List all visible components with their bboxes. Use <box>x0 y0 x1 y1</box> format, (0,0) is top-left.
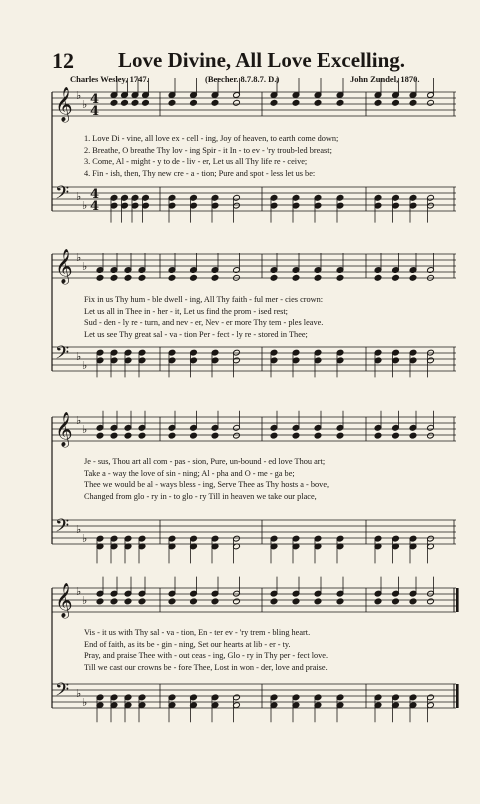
note-head <box>138 274 146 281</box>
note-head <box>190 99 198 106</box>
lyrics-block-3 <box>84 456 456 502</box>
flat-icon: ♭ <box>76 251 82 264</box>
note-head <box>314 274 322 281</box>
note-head <box>336 99 344 106</box>
flat-icon: ♭ <box>76 687 82 700</box>
note-head <box>270 99 278 106</box>
note-head <box>292 274 300 281</box>
treble-clef-icon: 𝄞 <box>55 87 73 122</box>
hymn-number: 12 <box>52 48 74 73</box>
note-head <box>392 432 400 439</box>
flat-icon: ♭ <box>76 190 82 203</box>
lyric-line: Take a - way the love of sin - ning; Al - pha and O - me - ga be; <box>84 468 295 478</box>
treble-staff <box>52 249 456 285</box>
flat-icon: ♭ <box>76 523 82 536</box>
note-head <box>374 99 382 106</box>
note-head <box>392 99 400 106</box>
lyric-line: Thee we would be al - ways bless - ing, Serve Thee as Thy hosts a - bove, <box>84 480 330 490</box>
note-head <box>314 598 322 605</box>
note-head <box>292 99 300 106</box>
note-head <box>211 99 219 106</box>
note-head <box>168 598 176 605</box>
note-head <box>314 99 322 106</box>
flat-icon: ♭ <box>82 532 88 545</box>
note-head <box>270 432 278 439</box>
flat-icon: ♭ <box>82 696 88 709</box>
flat-icon: ♭ <box>76 585 82 598</box>
note-head <box>211 274 219 281</box>
treble-staff <box>52 78 456 123</box>
note-head <box>392 274 400 281</box>
note-head <box>168 432 176 439</box>
note-head <box>427 432 435 439</box>
note-head <box>124 598 132 605</box>
bass-staff <box>52 343 456 377</box>
note-head <box>168 274 176 281</box>
note-head <box>409 598 417 605</box>
time-signature: 4 <box>90 187 100 202</box>
note-head <box>96 598 104 605</box>
treble-clef-icon: 𝄞 <box>55 412 73 447</box>
bass-clef-icon: 𝄢 <box>55 343 70 368</box>
final-barline <box>456 684 459 708</box>
note-head <box>374 598 382 605</box>
flat-icon: ♭ <box>76 350 82 363</box>
tune-credit: (Beecher. 8.7.8.7. D.) <box>205 74 280 84</box>
flat-icon: ♭ <box>82 594 88 607</box>
note-head <box>233 598 241 605</box>
note-head <box>190 598 198 605</box>
flat-icon: ♭ <box>76 89 82 102</box>
lyrics-block-2 <box>84 294 456 340</box>
note-head <box>270 598 278 605</box>
lyrics-block-1 <box>84 133 456 179</box>
treble-clef-icon: 𝄞 <box>55 583 73 618</box>
flat-icon: ♭ <box>82 98 88 111</box>
lyric-line: Changed from glo - ry in - to glo - ry Till in heaven we take our place, <box>84 491 317 501</box>
note-head <box>427 598 435 605</box>
note-head <box>233 432 241 439</box>
time-signature: 4 <box>90 104 100 119</box>
note-head <box>336 598 344 605</box>
flat-icon: ♭ <box>82 260 88 273</box>
note-head <box>131 99 139 106</box>
flat-icon: ♭ <box>76 414 82 427</box>
note-head <box>409 274 417 281</box>
flat-icon: ♭ <box>82 199 88 212</box>
treble-clef-icon: 𝄞 <box>55 249 73 284</box>
bass-staff <box>52 680 459 722</box>
bass-staff <box>52 516 456 563</box>
flat-icon: ♭ <box>82 359 88 372</box>
note-head <box>233 99 241 106</box>
note-head <box>110 99 118 106</box>
note-head <box>409 432 417 439</box>
note-head <box>292 432 300 439</box>
bass-clef-icon: 𝄢 <box>55 516 70 541</box>
note-head <box>110 432 118 439</box>
lyric-line: 4. Fin - ish, then, Thy new cre - a - tion; Pure and spot - less let us be: <box>84 168 316 178</box>
time-signature: 4 <box>90 199 100 214</box>
note-head <box>427 99 435 106</box>
lyric-line: Vis - it us with Thy sal - va - tion, En - ter ev - 'ry trem - bling heart. <box>84 628 311 637</box>
note-head <box>190 432 198 439</box>
note-head <box>110 598 118 605</box>
note-head <box>138 432 146 439</box>
note-head <box>142 99 150 106</box>
lyric-line: Let us all in Thee in - her - it, Let us find the prom - ised rest; <box>84 306 288 316</box>
lyrics-block-4 <box>84 627 456 673</box>
bass-clef-icon: 𝄢 <box>55 680 70 705</box>
note-head <box>121 99 129 106</box>
note-head <box>409 99 417 106</box>
lyric-line: 2. Breathe, O breathe Thy lov - ing Spir - it In - to ev - 'ry troub-led breast; <box>84 145 332 155</box>
music-credit: John Zundel, 1870. <box>350 74 420 84</box>
note-head <box>190 274 198 281</box>
lyric-line: 1. Love Di - vine, all love ex - cell - ing, Joy of heaven, to earth come down; <box>84 134 339 143</box>
note-head <box>211 432 219 439</box>
treble-staff <box>52 411 456 448</box>
time-signature: 4 <box>90 92 100 107</box>
lyric-line: End of faith, as its be - gin - ning, Set our hearts at lib - er - ty. <box>84 639 291 649</box>
note-head <box>110 274 118 281</box>
note-head <box>96 274 104 281</box>
final-barline <box>456 588 459 612</box>
note-head <box>374 432 382 439</box>
hymn-title: Love Divine, All Love Excelling. <box>118 48 405 72</box>
lyric-line: Sud - den - ly re - turn, and nev - er, Nev - er more Thy tem - ples leave. <box>84 318 324 328</box>
note-head <box>211 598 219 605</box>
note-head <box>336 432 344 439</box>
note-head <box>292 598 300 605</box>
note-head <box>124 432 132 439</box>
bass-staff <box>52 183 456 223</box>
note-head <box>168 99 176 106</box>
note-head <box>392 598 400 605</box>
note-head <box>314 432 322 439</box>
lyric-line: Fix in us Thy hum - ble dwell - ing, All Thy faith - ful mer - cies crown: <box>84 295 324 304</box>
note-head <box>138 598 146 605</box>
note-head <box>270 274 278 281</box>
note-head <box>374 274 382 281</box>
note-head <box>336 274 344 281</box>
lyric-line: Till we cast our crowns be - fore Thee, Lost in won - der, love and praise. <box>84 662 328 672</box>
lyric-line: 3. Come, Al - might - y to de - liv - er, Let us all Thy life re - ceive; <box>84 157 308 167</box>
flat-icon: ♭ <box>82 423 88 436</box>
bass-clef-icon: 𝄢 <box>55 183 70 208</box>
lyric-line: Pray, and praise Thee with - out ceas - ing, Glo - ry in Thy per - fect love. <box>84 651 329 661</box>
treble-staff <box>52 577 459 619</box>
note-head <box>124 274 132 281</box>
note-head <box>96 432 104 439</box>
lyric-line: Let us see Thy great sal - va - tion Per - fect - ly re - stored in Thee; <box>84 329 308 339</box>
lyric-line: Je - sus, Thou art all com - pas - sion, Pure, un-bound - ed love Thou art; <box>84 457 326 466</box>
words-credit: Charles Wesley, 1747. <box>70 74 149 84</box>
